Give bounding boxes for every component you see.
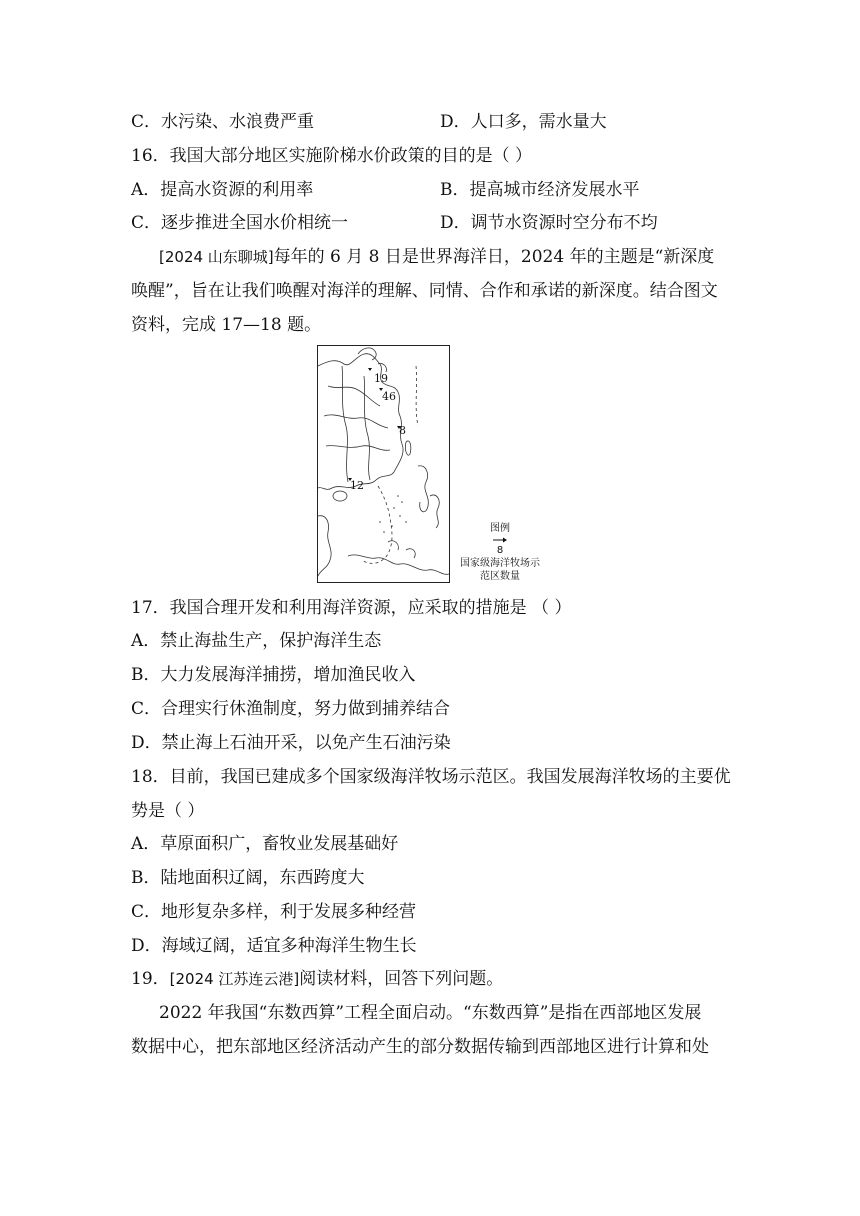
q19-stem-text: 阅读材料，回答下列问题。 xyxy=(299,969,504,989)
legend-title: 图例 xyxy=(490,523,510,534)
intro-line-3: 资料，完成 17—18 题。 xyxy=(131,315,322,335)
q16-option-d: D．调节水资源时空分布不均 xyxy=(440,213,658,233)
q18-option-d: D．海域辽阔，适宜多种海洋生物生长 xyxy=(131,936,417,956)
q15-option-d: D．人口多，需水量大 xyxy=(440,112,607,132)
q17-option-c: C．合理实行休渔制度，努力做到捕养结合 xyxy=(131,699,451,719)
q17-option-b: B．大力发展海洋捕捞，增加渔民收入 xyxy=(131,665,416,685)
q19-stem xyxy=(131,967,503,991)
marine-ranch-map xyxy=(317,345,450,583)
q17-option-d: D．禁止海上石油开采，以免产生石油污染 xyxy=(131,733,451,753)
q18-stem-line-1: 18．目前，我国已建成多个国家级海洋牧场示范区。我国发展海洋牧场的主要优 xyxy=(131,767,731,787)
q18-option-a: A．草原面积广，畜牧业发展基础好 xyxy=(131,834,399,854)
q15-option-c: C．水污染、水浪费严重 xyxy=(131,112,315,132)
q16-option-a: A．提高水资源的利用率 xyxy=(131,180,314,200)
map-label-46: 46 xyxy=(382,390,396,403)
q16-option-c: C．逐步推进全国水价相统一 xyxy=(131,213,349,233)
q18-stem-line-2: 势是（ ） xyxy=(131,801,205,821)
map-label-19: 19 xyxy=(374,372,388,385)
q17-stem: 17．我国合理开发和利用海洋资源，应采取的措施是 （ ） xyxy=(131,598,572,618)
q19-number: 19． xyxy=(131,969,170,989)
q16-option-b: B．提高城市经济发展水平 xyxy=(440,180,640,200)
arrow-marker-icon xyxy=(492,536,508,544)
legend-line-2: 范区数量 xyxy=(480,571,520,582)
q18-option-b: B．陆地面积辽阔，东西跨度大 xyxy=(131,868,365,888)
map-label-8: 8 xyxy=(399,424,406,437)
intro-text-1: 每年的 6 月 8 日是世界海洋日，2024 年的主题是“新深度 xyxy=(273,247,715,267)
intro-line-2: 唤醒”，旨在让我们唤醒对海洋的理解、同情、合作和承诺的新深度。结合图文 xyxy=(131,281,718,301)
legend-line-1: 国家级海洋牧场示 xyxy=(460,558,540,569)
q17-option-a: A．禁止海盐生产，保护海洋生态 xyxy=(131,631,382,651)
q19-source: [2024 江苏连云港] xyxy=(169,970,300,988)
q18-option-c: C．地形复杂多样，利于发展多种经营 xyxy=(131,902,417,922)
map-legend xyxy=(452,522,548,583)
intro-line-1 xyxy=(159,245,714,269)
q16-stem: 16．我国大部分地区实施阶梯水价政策的目的是（ ） xyxy=(131,146,533,166)
map-label-12: 12 xyxy=(350,479,364,492)
q19-para-line-1: 2022 年我国“东数西算”工程全面启动。“东数西算”是指在西部地区发展 xyxy=(159,1003,702,1023)
intro-source: [2024 山东聊城] xyxy=(159,248,274,266)
legend-value: 8 xyxy=(496,545,504,556)
q19-para-line-2: 数据中心，把东部地区经济活动产生的部分数据传输到西部地区进行计算和处 xyxy=(131,1037,709,1057)
